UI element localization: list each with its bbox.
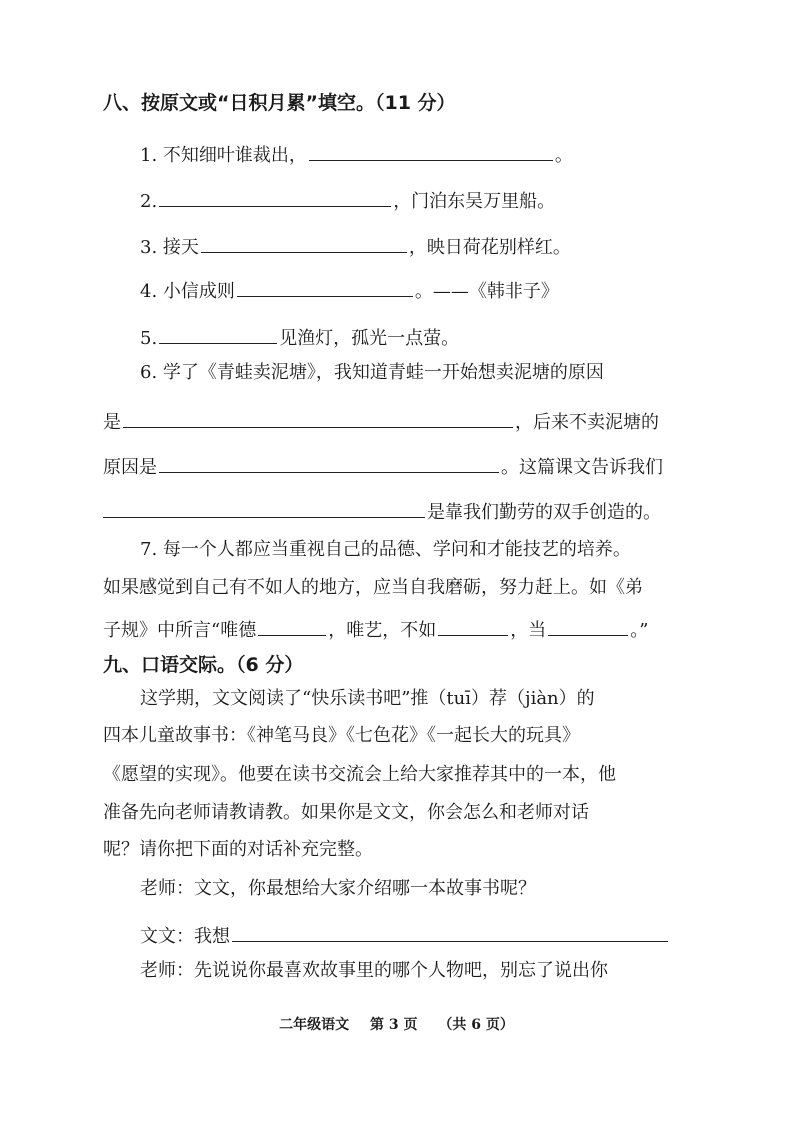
q3-prefix: 3. 接天: [140, 237, 199, 258]
s9-para-line4: 准备先向老师请教请教。如果你是文文，你会怎么和老师对话: [103, 802, 589, 823]
q6-line4: [103, 497, 661, 526]
q7-blank-1[interactable]: [258, 615, 326, 636]
q6-blank-2[interactable]: [159, 452, 499, 473]
question-2: [140, 186, 555, 215]
q1-prefix: 1. 不知细叶谁裁出，: [140, 145, 307, 166]
footer-total-pages: （共 6 页）: [438, 1017, 514, 1033]
q3-blank[interactable]: [201, 232, 407, 253]
q6-line2: [103, 407, 659, 436]
q6-line2-prefix: 是: [103, 412, 121, 433]
question-5: [140, 323, 459, 352]
s9-para-line5: 呢？请你把下面的对话补充完整。: [103, 839, 373, 860]
q7-line3-text-b: ，唯艺，不如: [328, 620, 437, 641]
q7-line1: 7. 每一个人都应当重视自己的品德、学问和才能技艺的培养。: [140, 539, 631, 560]
section8-title: 八、按原文或“日积月累”填空。（11 分）: [103, 92, 456, 114]
s9-para-line3: 《愿望的实现》。他要在读书交流会上给大家推荐其中的一本，他: [103, 764, 616, 785]
s9-para-line2: 四本儿童故事书：《神笔马良》《七色花》《一起长大的玩具》: [103, 725, 580, 746]
q6-blank-3[interactable]: [103, 497, 425, 518]
q6-blank-1[interactable]: [123, 407, 513, 428]
q6-line2-suffix: ，后来不卖泥塘的: [515, 412, 659, 433]
q4-suffix: 。——《韩非子》: [414, 281, 559, 302]
s9-para-line1: 这学期，文文阅读了“快乐读书吧”推（tuī）荐（jiàn）的: [140, 688, 595, 709]
dialogue-wenwen-prefix: 文文：我想: [140, 926, 230, 947]
q6-line3-prefix: 原因是: [103, 457, 157, 478]
q6-line3-suffix: 。这篇课文告诉我们: [501, 457, 663, 478]
footer-page-number: 第 3 页: [370, 1017, 418, 1033]
q4-blank[interactable]: [237, 276, 413, 297]
q1-suffix: 。: [554, 145, 573, 166]
dialogue-teacher-2: 老师：先说说你最喜欢故事里的哪个人物吧，别忘了说出你: [140, 960, 608, 981]
question-4: [140, 276, 559, 305]
q6-line1: 6. 学了《青蛙卖泥塘》，我知道青蛙一开始想卖泥塘的原因: [140, 362, 604, 383]
q7-blank-2[interactable]: [438, 615, 508, 636]
q1-blank[interactable]: [309, 140, 553, 161]
q3-suffix: ，映日荷花别样红。: [408, 237, 571, 258]
dialogue-teacher-1: 老师：文文，你最想给大家介绍哪一本故事书呢？: [140, 878, 536, 899]
footer-grade: 二年级语文: [279, 1017, 350, 1033]
q6-line4-suffix: 是靠我们勤劳的双手创造的。: [427, 502, 661, 523]
dialogue-wenwen-blank[interactable]: [232, 921, 668, 942]
q5-blank[interactable]: [159, 323, 277, 344]
q5-prefix: 5.: [140, 328, 158, 349]
q4-prefix: 4. 小信成则: [140, 281, 235, 302]
q7-line3: [103, 615, 648, 644]
question-3: [140, 232, 571, 261]
q2-prefix: 2.: [140, 191, 158, 212]
q7-line3-text-d: 。”: [630, 620, 649, 641]
q7-blank-3[interactable]: [548, 615, 628, 636]
q6-line3: [103, 452, 663, 481]
q2-blank[interactable]: [159, 186, 391, 207]
section9-title: 九、口语交际。（6 分）: [103, 654, 304, 676]
page-footer: [0, 1014, 793, 1034]
q5-suffix: 见渔灯，孤光一点萤。: [279, 328, 460, 349]
q7-line2: 如果感觉到自己有不如人的地方，应当自我磨砺，努力赶上。如《弟: [103, 577, 643, 598]
dialogue-wenwen-1: [140, 921, 670, 950]
question-1: [140, 140, 573, 169]
q7-line3-text-c: ，当: [510, 620, 547, 641]
q7-line3-text-a: 子规》中所言“唯德: [103, 620, 257, 641]
q2-suffix: ，门泊东吴万里船。: [393, 191, 556, 212]
